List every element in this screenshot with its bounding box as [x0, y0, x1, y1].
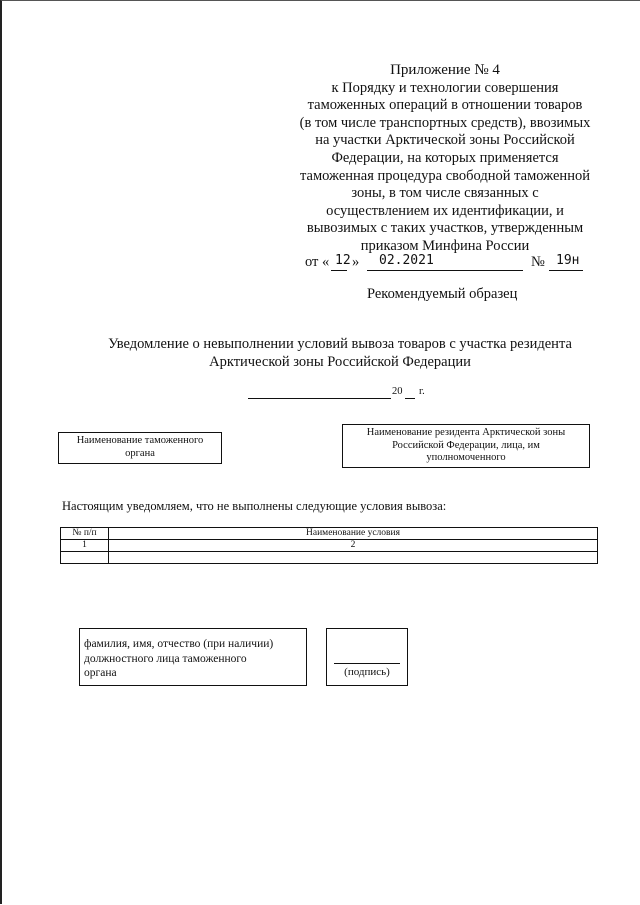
intro-text: Настоящим уведомляем, что не выполнены следующие условия вывоза:: [62, 499, 447, 513]
appendix-line: таможенных операций в отношении товаров: [307, 97, 583, 114]
column-header-condition: Наименование условия: [109, 528, 598, 540]
numbering-cell: 1: [61, 540, 109, 552]
order-number-underline: [549, 270, 583, 271]
official-name-box[interactable]: [79, 628, 307, 686]
table-cell-number[interactable]: [61, 552, 109, 564]
column-header-number: № п/п: [61, 528, 109, 540]
customs-authority-line2: органа: [125, 447, 155, 459]
signature-line: [334, 663, 400, 664]
appendix-header: [285, 62, 605, 256]
resident-line3: уполномоченного: [426, 452, 506, 463]
resident-line2: Российской Федерации, лица, им: [392, 439, 540, 451]
appendix-line: к Порядку и технологии совершения: [331, 79, 559, 96]
order-number: 19н: [556, 253, 580, 268]
official-name-line3: органа: [84, 667, 117, 679]
order-date-line: [305, 254, 595, 274]
appendix-line: осуществлением их идентификации, и: [326, 202, 564, 219]
appendix-line: Федерации, на которых применяется: [331, 149, 559, 166]
year-suffix: г.: [419, 386, 425, 397]
appendix-line: вывозимых с таких участков, утвержденным: [306, 220, 584, 237]
appendix-line: (в том числе транспортных средств), ввозимых: [299, 114, 591, 131]
order-from-label: от «: [305, 254, 330, 270]
table-header-row: [61, 528, 598, 540]
document-title-line2: Арктической зоны Российской Федерации: [209, 353, 471, 370]
customs-authority-box[interactable]: [58, 432, 222, 464]
official-name-line1: фамилия, имя, отчество (при наличии): [84, 638, 274, 650]
appendix-line: таможенная процедура свободной таможенной: [300, 167, 590, 184]
document-title: [80, 336, 600, 371]
document-title-line1: Уведомление о невыполнении условий вывоза товаров с участка резидента: [108, 336, 572, 352]
order-date: 02.2021: [379, 253, 434, 268]
appendix-title: Приложение № 4: [390, 62, 500, 78]
notice-date-field: [248, 386, 448, 402]
table-cell-condition[interactable]: [109, 552, 598, 564]
year-prefix: 20: [392, 386, 403, 397]
order-day: 12: [335, 253, 351, 268]
order-day-underline: [331, 270, 347, 271]
customs-authority-line1: Наименование таможенного: [76, 435, 204, 446]
year-underline[interactable]: [405, 398, 415, 399]
appendix-line: на участки Арктической зоны Российской: [315, 132, 575, 149]
resident-line1: Наименование резидента Арктической зоны: [366, 427, 566, 438]
order-number-label: №: [531, 254, 545, 270]
conditions-table: [60, 527, 598, 564]
recommended-sample-label: Рекомендуемый образец: [367, 286, 518, 302]
numbering-cell: 2: [109, 540, 598, 552]
signature-label: (подпись): [344, 666, 390, 678]
official-name-line2: должностного лица таможенного: [84, 652, 247, 665]
resident-box[interactable]: [342, 424, 590, 468]
order-date-underline: [367, 270, 523, 271]
appendix-line: зоны, в том числе связанных с: [351, 185, 539, 202]
table-row[interactable]: [61, 552, 598, 564]
date-underline[interactable]: [248, 398, 391, 399]
appendix-line: приказом Минфина России: [360, 237, 530, 254]
table-numbering-row: [61, 540, 598, 552]
order-day-close: »: [352, 254, 360, 270]
